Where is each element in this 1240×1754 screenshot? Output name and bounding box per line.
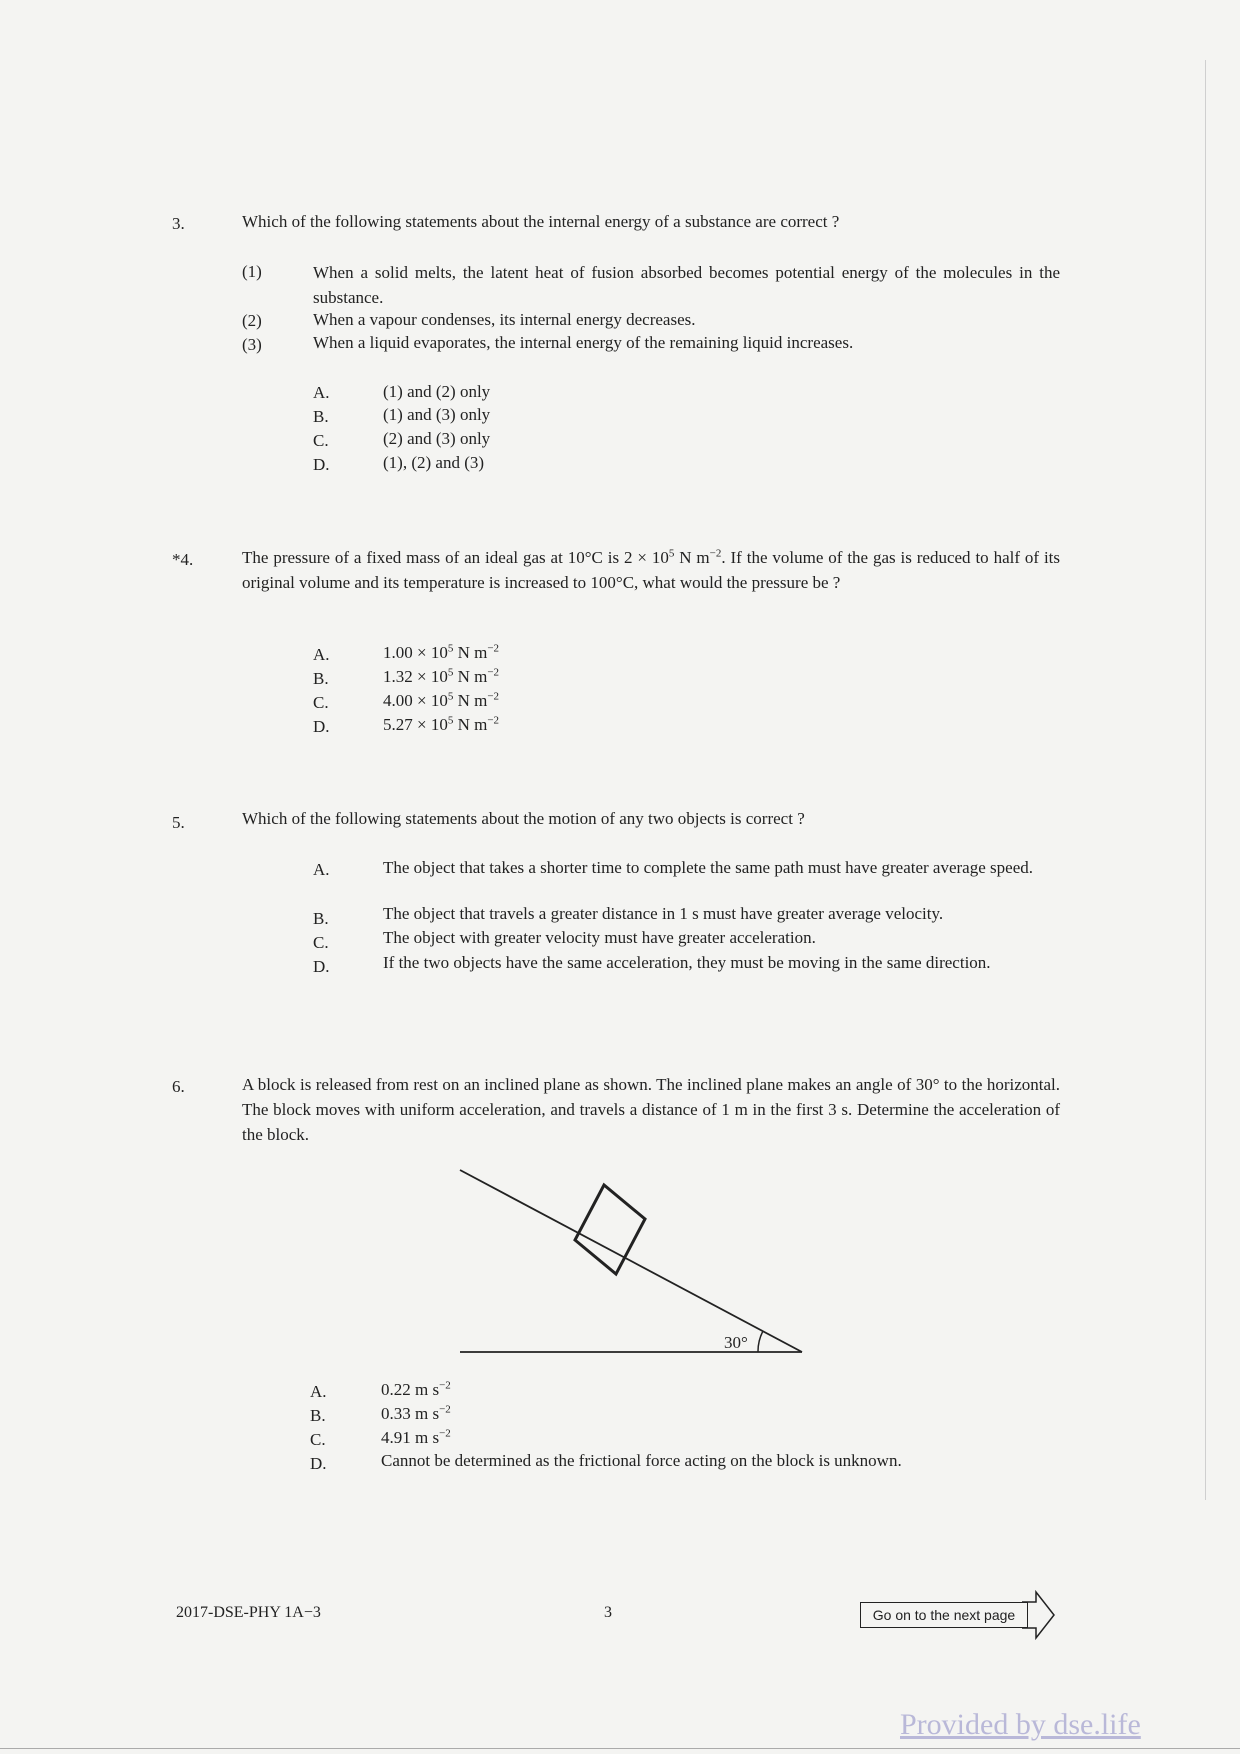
option-letter: B. <box>313 407 329 426</box>
question-number: 5. <box>172 813 185 832</box>
option-text: 0.22 m $s^{-2}$ <box>381 1379 451 1399</box>
question-stem: Which of the following statements about the motion of any two objects is correct ? <box>242 809 805 828</box>
option-letter: C. <box>313 431 329 450</box>
next-page-label: Go on to the next page <box>860 1602 1028 1628</box>
option-letter: D. <box>313 455 330 474</box>
statement-label: (3) <box>242 335 262 354</box>
option-text: $5.27 \times 10^5$ N $m^{-2}$ <box>383 714 500 734</box>
option-text: The object that takes a shorter time to complete the same path must have greater average speed. <box>383 858 1033 877</box>
angle-label: 30° <box>724 1333 748 1352</box>
next-page-indicator <box>860 1590 1056 1640</box>
option-letter: D. <box>313 717 330 736</box>
incline-line <box>460 1170 802 1352</box>
question-number: *4. <box>172 550 194 569</box>
option-text: (1), (2) and (3) <box>383 453 485 472</box>
angle-arc <box>758 1331 763 1352</box>
option-text: $1.32 \times 10^5$ N $m^{-2}$ <box>383 666 500 686</box>
option-text: The object that travels a greater distance in 1 s must have greater average velocity. <box>383 904 944 923</box>
option-letter: D. <box>310 1454 327 1473</box>
watermark-link[interactable]: Provided by dse.life <box>900 1708 1141 1741</box>
statement-text: When a liquid evaporates, the internal energy of the remaining liquid increases. <box>313 333 854 352</box>
option-letter: A. <box>313 645 330 664</box>
inclined-plane-diagram <box>440 1160 820 1360</box>
option-text: 4.91 m $s^{-2}$ <box>381 1427 451 1447</box>
question-number: 6. <box>172 1077 185 1096</box>
option-text: (2) and (3) only <box>383 429 491 448</box>
statement-label: (1) <box>242 262 262 281</box>
option-letter: C. <box>313 933 329 952</box>
option-text: (1) and (3) only <box>383 405 491 424</box>
question-stem: A block is released from rest on an inclined plane as shown. The inclined plane makes an angle of 30° to the horizontal. The block moves with uniform acceleration, and travels a distance of 1 m in the first 3 s. Determine the acceleration of the block. <box>242 1075 1060 1144</box>
option-text: (1) and (2) only <box>383 382 491 401</box>
option-letter: B. <box>313 669 329 688</box>
exam-code: 2017-DSE-PHY 1A−3 <box>176 1604 321 1621</box>
option-letter: B. <box>310 1406 326 1425</box>
page-bottom-line <box>0 1748 1240 1749</box>
option-letter: A. <box>313 860 330 879</box>
option-letter: A. <box>310 1382 327 1401</box>
option-text: $4.00 \times 10^5$ N $m^{-2}$ <box>383 690 500 710</box>
option-letter: C. <box>310 1430 326 1449</box>
statement-label: (2) <box>242 311 262 330</box>
question-stem: The pressure of a fixed mass of an ideal gas at 10°C is $2 \times 10^5$ N $m^{-2}$. If the volume of the gas is reduced to half of its original volume and its temperature is increased to 100°C, what would the pressure be ? <box>242 547 1061 592</box>
page-edge-line <box>1205 60 1206 1500</box>
option-text: Cannot be determined as the frictional force acting on the block is unknown. <box>381 1451 902 1470</box>
option-letter: B. <box>313 909 329 928</box>
page-number: 3 <box>604 1604 612 1621</box>
option-letter: D. <box>313 957 330 976</box>
option-text: The object with greater velocity must have greater acceleration. <box>383 928 816 947</box>
option-text: If the two objects have the same acceleration, they must be moving in the same direction. <box>383 953 991 972</box>
option-letter: A. <box>313 383 330 402</box>
option-letter: C. <box>313 693 329 712</box>
option-text: $1.00 \times 10^5$ N $m^{-2}$ <box>383 642 500 662</box>
statement-text: When a vapour condenses, its internal energy decreases. <box>313 310 696 329</box>
question-stem: Which of the following statements about the internal energy of a substance are correct ? <box>242 212 840 231</box>
statement-text: When a solid melts, the latent heat of fusion absorbed becomes potential energy of the molecules in the substance. <box>313 263 1060 307</box>
question-number: 3. <box>172 214 185 233</box>
option-text: 0.33 m $s^{-2}$ <box>381 1403 451 1423</box>
block <box>575 1185 645 1274</box>
